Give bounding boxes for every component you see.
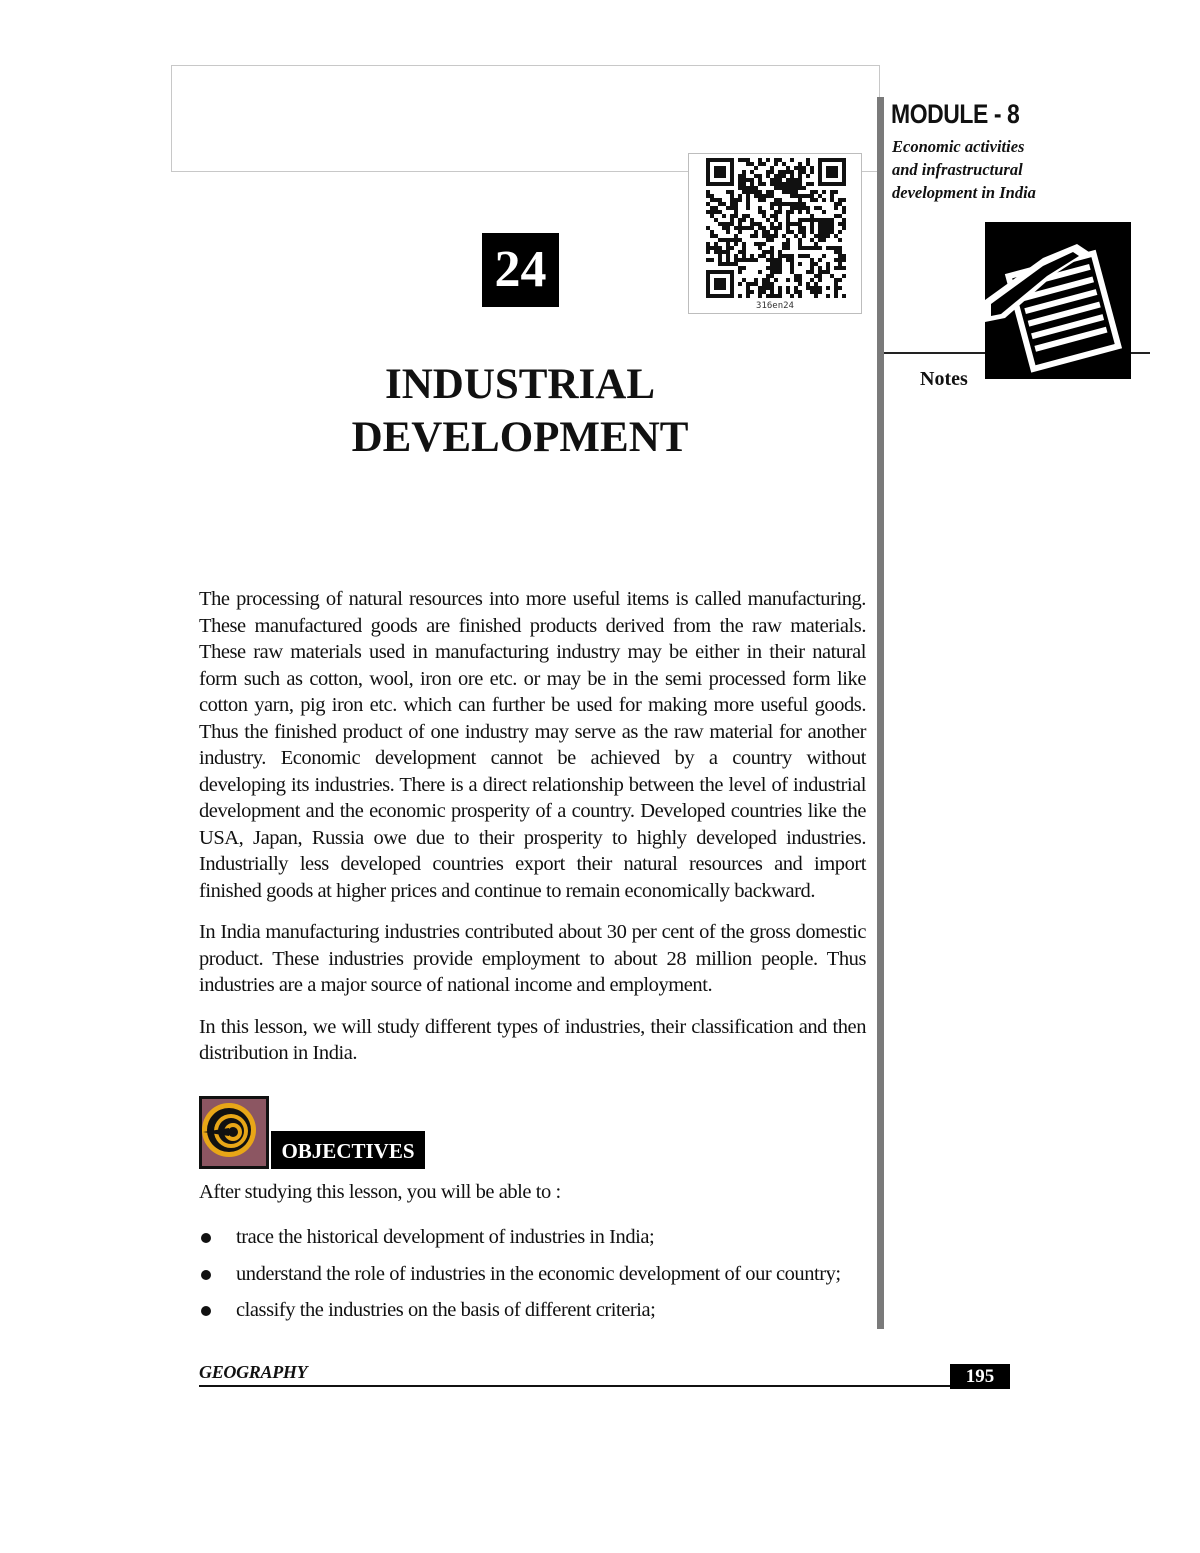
footer-rule [199,1385,1010,1387]
body-paragraph: In India manufacturing industries contributed about 30 per cent of the gross domestic product. These industries provide employment to about 28 million people. Thus industries are a major source of national income and employment. [199,921,866,996]
page-number: 195 [950,1364,1010,1389]
objective-item [199,1222,879,1259]
chapter-number: 24 [482,233,559,307]
objectives-heading: OBJECTIVES [271,1131,425,1169]
objective-text: understand the role of industries in the economic development of our country; [236,1262,841,1285]
objectives-intro: After studying this lesson, you will be able to : [199,1181,561,1203]
module-subtitle [892,135,1092,204]
module-subtitle-line: and infrastructural [892,160,1023,179]
chapter-title-line1: INDUSTRIAL [384,361,655,408]
objectives-list [199,1222,879,1332]
objective-text: classify the industries on the basis of different criteria; [236,1299,656,1321]
objective-text: trace the historical development of industries in India; [236,1226,655,1248]
body-text [199,586,866,1082]
objective-item [199,1259,879,1296]
chapter-title-line2: DEVELOPMENT [351,414,689,461]
footer-subject: GEOGRAPHY [199,1362,308,1382]
module-title: MODULE - 8 [891,99,1020,129]
module-subtitle-line: development in India [892,183,1036,202]
bullet-icon [201,1306,211,1316]
qr-code-icon [706,158,846,298]
body-paragraph: The processing of natural resources into more useful items is called manufacturing. These manufactured goods are finished products derived from the raw materials. These raw materials used in manufacturing industry may be either in their natural form such as cotton, wool, iron ore etc. or may be in the semi processed form like cotton yarn, pig iron etc. which can further be used for making more useful goods. Thus the finished product of one industry may serve as the raw material for another industry. Economic development cannot be achieved by a country without developing its industries. There is a direct relationship between the level of industrial development and the economic prosperity of a country. Developed countries like the USA, Japan, Russia owe due to their prosperity to highly developed industries. Industrially less developed countries export their natural resources and import finished goods at higher prices and continue to remain economically backward. [199,588,866,902]
qr-caption: 316en24 [756,301,794,311]
bullet-icon [201,1270,211,1280]
bullet-icon [201,1233,211,1243]
qr-code-box [688,153,862,314]
margin-divider [877,97,884,1329]
objective-item [199,1295,879,1332]
notes-writing-icon [985,222,1131,379]
chapter-title [300,358,740,464]
notes-label: Notes [920,368,968,390]
module-subtitle-line: Economic activities [892,137,1025,156]
header-frame-edge [879,65,880,100]
target-icon [199,1096,269,1169]
body-paragraph: In this lesson, we will study different types of industries, their classification and then distribution in India. [199,1015,866,1064]
